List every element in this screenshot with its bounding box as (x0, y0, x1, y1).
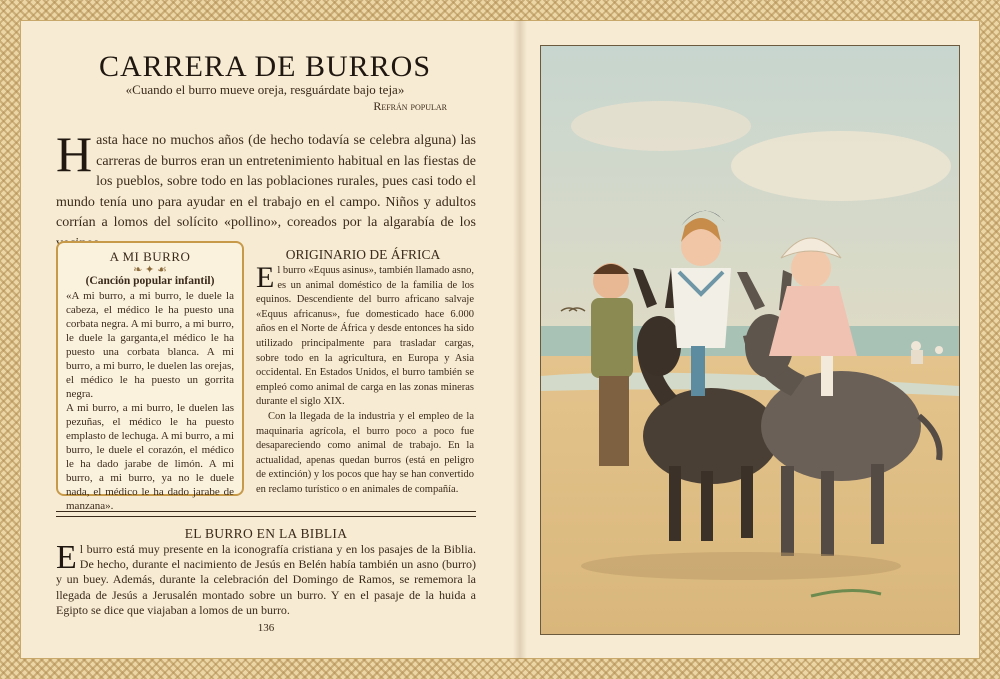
bible-text: l burro está muy presente en la iconografía cristiana y en los pasajes de la Biblia. De hecho, durante el nacimiento de Jesús en Belén había también un asno (burro) y un buey. Además, durante la celebración del Domingo de Ramos, se rememora la llegada de Jesús a Jerusalén montado sobre un burro. Y en el pasaje de la huida a Egipto se dice que viajaban a lomos de un burro. (56, 542, 476, 617)
intro-dropcap: H (56, 126, 93, 182)
ornament-icon: ❧ ✦ ☙ (133, 264, 167, 276)
bible-dropcap: E (56, 539, 77, 576)
epigraph-quote: «Cuando el burro mueve oreja, resguárdate bajo teja» (125, 82, 405, 97)
song-lyrics-part1: «A mi burro, a mi burro, le duele la cabeza, el médico le ha puesto una corbata negra. A mi burro, a mi burro, le duele la garganta,el médico le ha puesto una corbata blanca. A mi burro, a mi burro, le duelen las orejas, el médico le ha puesto un gorrita negra. (66, 290, 234, 400)
africa-paragraph-2: Con la llegada de la industria y el empleo de la maquinaria agrícola, el burro poco a poco fue desapareciendo como animal de trabajo. En la actualidad, apenas quedan burros (está en peligro de extinción) y los pocos que hay se han convertido en reclamo turístico o en animales de compañía. (256, 410, 474, 495)
bible-paragraph (56, 539, 476, 618)
song-title: A MI BURRO (109, 249, 191, 264)
intro-text: asta hace no muchos años (de hecho todavía se celebra alguna) las carreras de burros eran un entretenimiento habitual en las fiestas de los pueblos, sobre todo en las poblaciones rurales, pues casi todo el mundo tenía uno para ayudar en el trabajo en el campo. Niños y adultos corrían a lomos del solícito «pollino», coreados por la algarabía de los (56, 133, 476, 230)
song-sidebar-box (56, 241, 244, 512)
africa-heading: ORIGINARIO DE ÁFRICA (285, 247, 441, 262)
epigraph-attribution: Refrán popular (373, 99, 447, 113)
africa-paragraph-1 (256, 261, 474, 410)
bible-heading: EL BURRO EN LA BIBLIA (184, 526, 348, 541)
song-lyrics-part2: A mi burro, a mi burro, le duelen las pezuñas, el médico le ha puesto emplasto de lechuga. A mi burro, a mi burro, le duele el corazón, el médico le ha dado jarabe de limón. A mi burro, a mi burro, ya no le duele nada, el médico le ha dado jarabe de manzana». (66, 402, 234, 512)
africa-dropcap: E (256, 261, 275, 294)
intro-paragraph (56, 126, 476, 254)
africa-text-1: l burro «Equus asinus», también llamado asno, es un animal doméstico de la familia de los equinos. Descendiente del burro africano salvaje «Equus africanus», fue domesticado hace 6.000 años en el Norte de África y desde entonces ha sido utilizado principalmente para trasladar cargas, sobre todo en la agricultura, en Europa y Asia occidental. En Estados Unidos, el burro también se empleó como animal de carga en las zonas mineras durante el siglo XIX. (256, 265, 474, 408)
africa-article (256, 261, 474, 498)
children-riding-donkeys-illustration (540, 45, 960, 635)
book-gutter (513, 20, 527, 659)
song-subtitle: (Canción popular infantil) (85, 275, 215, 287)
song-lyrics (66, 289, 234, 513)
section-divider (56, 511, 476, 517)
book-spread (20, 20, 980, 659)
page-number: 136 (257, 622, 275, 634)
page-title: CARRERA DE BURROS (98, 50, 432, 83)
